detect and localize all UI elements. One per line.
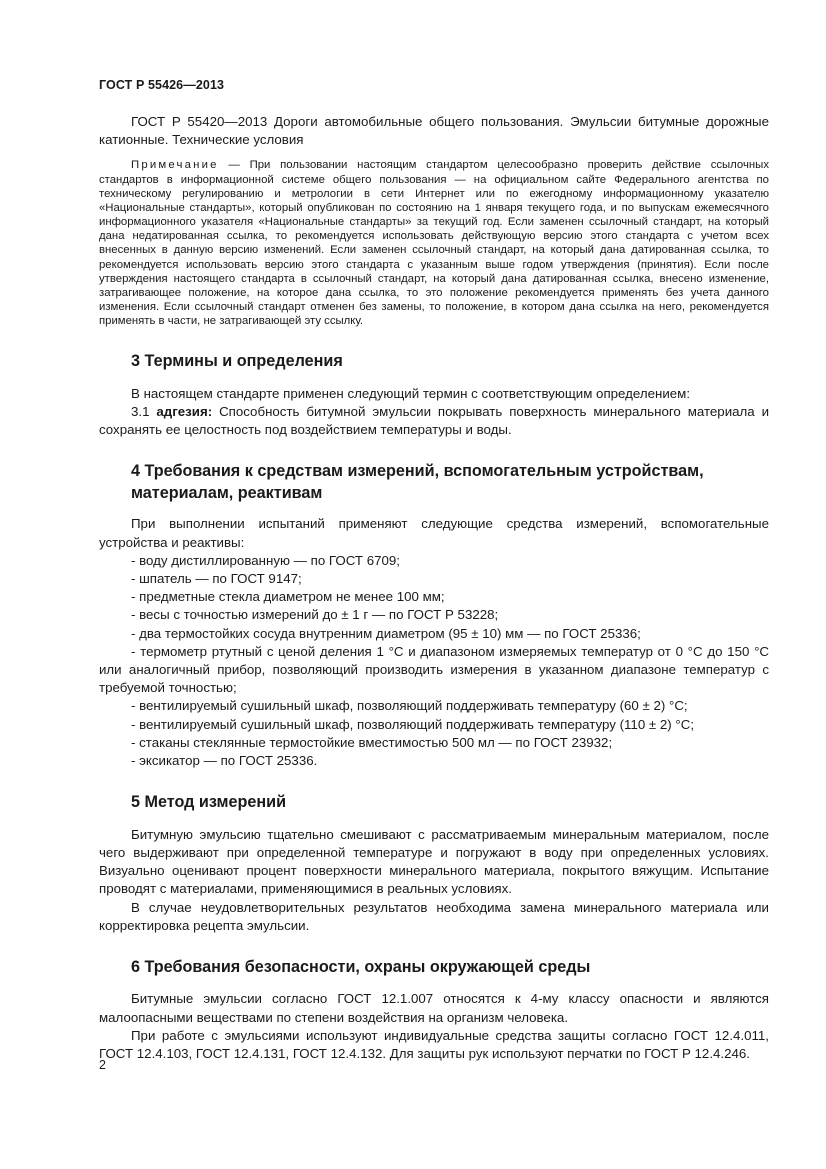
- section-3-intro: В настоящем стандарте применен следующий термин с соответствующим определением:: [131, 385, 691, 401]
- document-header: ГОСТ Р 55426—2013: [99, 78, 225, 92]
- section-3-heading: 3 Термины и определения: [131, 352, 343, 371]
- list-item: - шпатель — по ГОСТ 9147;: [131, 571, 302, 586]
- section-5-paragraph: В случае неудовлетворительных результатов необходима замена минерального материала или корректировка рецепта эмульсии.: [99, 899, 769, 933]
- section-4-heading: 4 Требования к средствам измерений, вспомогательным устройствам, материалам, реактивам: [131, 462, 704, 502]
- list-item: - эксикатор — по ГОСТ 25336.: [131, 753, 318, 769]
- list-item: - вентилируемый сушильный шкаф, позволяющий поддерживать температуру (110 ± 2) °С;: [131, 716, 695, 732]
- list-item: - термометр ртутный с ценой деления 1 °С и диапазоном измеряемых температур от 0 °С до 150 °С или аналогичный прибор, позволяющий производить измерения в указанном диапазоне температур с требуемой точностью;: [99, 643, 769, 696]
- term-name: адгезия:: [156, 403, 213, 419]
- section-4-intro: При выполнении испытаний применяют следующие средства измерений, вспомогательные устройства и реактивы:: [99, 516, 769, 550]
- term-definition: [99, 403, 769, 439]
- list-item: - стаканы стеклянные термостойкие вместимостью 500 мл — по ГОСТ 23932;: [131, 734, 613, 750]
- section-6-heading: 6 Требования безопасности, охраны окружающей среды: [131, 957, 591, 976]
- term-number: 3.1: [131, 403, 157, 419]
- page-content: [99, 113, 769, 1063]
- reference-entry: ГОСТ Р 55420—2013 Дороги автомобильные общего пользования. Эмульсии битумные дорожные катионные. Технические условия: [99, 114, 769, 148]
- list-item: - предметные стекла диаметром не менее 100 мм;: [131, 589, 445, 605]
- note-text: — При пользовании настоящим стандартом целесообразно проверить действие ссылочных стандартов в информационной системе общего пользования — на официальном сайте Федерального агентства по техническому регулированию и метрологии в сети Интернет или по ежегодному информационному указателю «Национальные стандарты», который опубликован по состоянию на 1 января текущего года, и по выпускам ежемесячного информационного указателя «Национальные стандарты» за текущий год. Если заменен ссылочный стандарт, на который дана недатированная ссылка, то рекомендуется использовать действующую версию этого стандарта с учетом всех внесенных в данную версию изменений. Если заменен ссылочный стандарт, на который дана датированная ссылка, то рекомендуется использовать версию этого стандарта с указанным выше годом утверждения (принятия). Если после утверждения настоящего стандарта в ссылочный стандарт, на который дана датированная ссылка, внесено изменение, затрагивающее положение, на которое дана ссылка, то это положение рекомендуется применять без учета данного изменения. Если ссылочный стандарт отменен без замены, то положение, в котором дана ссылка на него, рекомендуется применять в части, не затрагивающей эту ссылку.: [99, 159, 769, 328]
- section-5-heading: 5 Метод измерений: [131, 793, 287, 812]
- section-5-paragraph: Битумную эмульсию тщательно смешивают с рассматриваемым минеральным материалом, после чего выдерживают при определенной температуре и погружают в воду при определенных условиях. Визуально оценивают процент поверхности минерального материала, покрытого вяжущим. Испытание проводят с материалами, применяющимися в реальных условиях.: [99, 826, 769, 897]
- section-6-paragraph: При работе с эмульсиями используют индивидуальные средства защиты согласно ГОСТ 12.4.011, ГОСТ 12.4.103, ГОСТ 12.4.131, ГОСТ 12.4.132. Для защиты рук используют перчатки по ГОСТ Р 12.4.246.: [99, 1027, 769, 1062]
- reference-note: [99, 158, 769, 328]
- page-number: 2: [99, 1058, 106, 1072]
- list-item: - весы с точностью измерений до ± 1 г — по ГОСТ Р 53228;: [131, 607, 499, 623]
- list-item: - два термостойких сосуда внутренним диаметром (95 ± 10) мм — по ГОСТ 25336;: [131, 625, 641, 641]
- term-definition-text: Способность битумной эмульсии покрывать поверхность минерального материала и сохранять ее целостность под воздействием температуры и воды.: [99, 403, 769, 438]
- list-item: - воду дистиллированную — по ГОСТ 6709;: [131, 552, 400, 568]
- note-label: Примечание: [131, 159, 219, 172]
- section-6-paragraph: Битумные эмульсии согласно ГОСТ 12.1.007 относятся к 4-му классу опасности и являются малоопасными веществами по степени воздействия на организм человека.: [99, 991, 769, 1025]
- list-item: - вентилируемый сушильный шкаф, позволяющий поддерживать температуру (60 ± 2) °С;: [131, 698, 688, 714]
